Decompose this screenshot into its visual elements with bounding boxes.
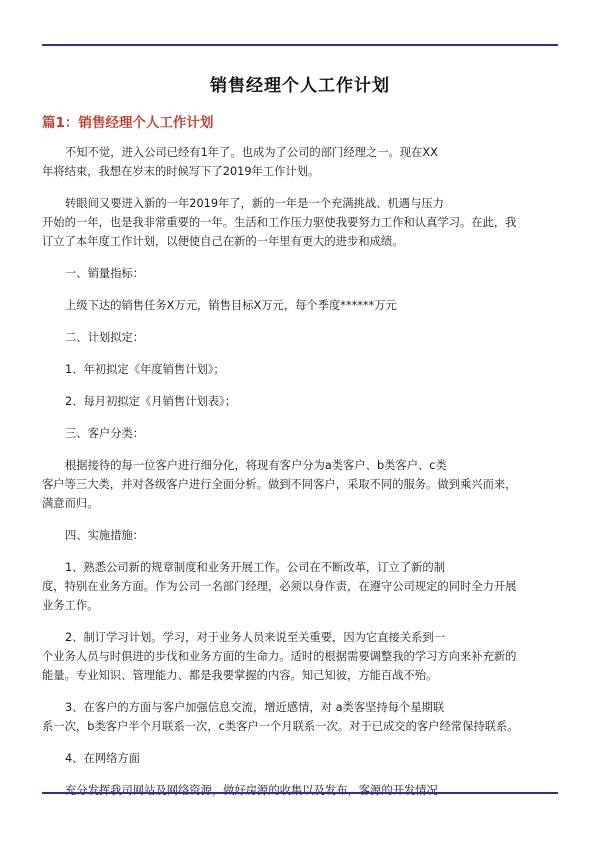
paragraph xyxy=(42,749,558,768)
paragraph-line: 三、客户分类： xyxy=(65,427,145,440)
paragraph-line: 满意而归。 xyxy=(42,497,99,510)
footer-rule xyxy=(42,792,558,794)
paragraph-line: 能量。专业知识、管理能力、都是我要掌握的内容。知己知彼，方能百战不殆。 xyxy=(42,669,438,682)
document-title: 销售经理个人工作计划 xyxy=(210,76,390,96)
paragraph xyxy=(42,456,558,513)
paragraph xyxy=(42,526,558,545)
paragraph xyxy=(42,194,558,251)
paragraph-line: 年将结束，我想在岁末的时候写下了2019年工作计划。 xyxy=(42,165,320,178)
paragraph-line: 根据接待的每一位客户进行细分化，将现有客户分为a类客户、b类客户、c类 xyxy=(65,459,447,472)
paragraph-line: 2、每月初拟定《月销售计划表》； xyxy=(65,395,236,408)
paragraph-line: 2、制订学习计划。学习，对于业务人员来说至关重要，因为它直接关系到一 xyxy=(65,631,445,644)
paragraph-line: 订立了本年度工作计划，以便使自己在新的一年里有更大的进步和成绩。 xyxy=(42,235,404,248)
paragraph-line: 不知不觉，进入公司已经有1年了。也成为了公司的部门经理之一。现在XX xyxy=(65,146,438,159)
paragraph xyxy=(42,558,558,615)
paragraph xyxy=(42,264,558,283)
paragraph-line: 系一次，b类客户半个月联系一次，c类客户一个月联系一次。对于已成交的客户经常保持联系。 xyxy=(42,720,519,733)
paragraph-line: 业务工作。 xyxy=(42,599,99,612)
paragraph-line: 客户等三大类，并对各级客户进行全面分析。做到不同客户，采取不同的服务。做到乘兴而来， xyxy=(42,478,517,491)
paragraph-line: 开始的一年，也是我非常重要的一年。生活和工作压力驱使我要努力工作和认真学习。在此，我 xyxy=(42,216,517,229)
paragraph-line: 二、计划拟定： xyxy=(65,331,145,344)
paragraph-line: 上级下达的销售任务X万元，销售目标X万元，每个季度******万元 xyxy=(65,299,397,312)
paragraph xyxy=(42,628,558,685)
paragraph xyxy=(42,392,558,411)
paragraph-line: 1、年初拟定《年度销售计划》； xyxy=(65,363,225,376)
paragraph-line: 3、在客户的方面与客户加强信息交流，增近感情，对 a类客坚持每个星期联 xyxy=(65,701,445,714)
paragraph xyxy=(42,143,558,181)
paragraph xyxy=(42,296,558,315)
paragraph-line: 转眼间又要进入新的一年2019年了，新的一年是一个充满挑战、机遇与压力 xyxy=(65,197,444,210)
paragraph-line: 度，特别在业务方面。作为公司一名部门经理，必须以身作责，在遵守公司规定的同时全力开展 xyxy=(42,580,517,593)
paragraph-line: 个业务人员与时俱进的步伐和业务方面的生命力。适时的根据需要调整我的学习方向来补充新的 xyxy=(42,650,517,663)
paragraph xyxy=(42,781,558,800)
paragraph xyxy=(42,424,558,443)
paragraph xyxy=(42,328,558,347)
paragraph-line: 1、熟悉公司新的规章制度和业务开展工作。公司在不断改革，订立了新的制 xyxy=(65,561,445,574)
paragraph xyxy=(42,698,558,736)
paragraph-line: 四、实施措施： xyxy=(65,529,145,542)
paragraph xyxy=(42,360,558,379)
paragraph-container xyxy=(42,143,558,800)
paragraph-line: 充分发挥我司网站及网络资源，做好房源的收集以及发布，客源的开发情况 xyxy=(65,784,438,797)
section-heading: 篇1：销售经理个人工作计划 xyxy=(42,115,214,131)
document-body xyxy=(42,73,558,813)
paragraph-line: 4、在网络方面 xyxy=(65,752,140,765)
paragraph-line: 一、销量指标： xyxy=(65,267,145,280)
header-rule xyxy=(42,44,558,46)
